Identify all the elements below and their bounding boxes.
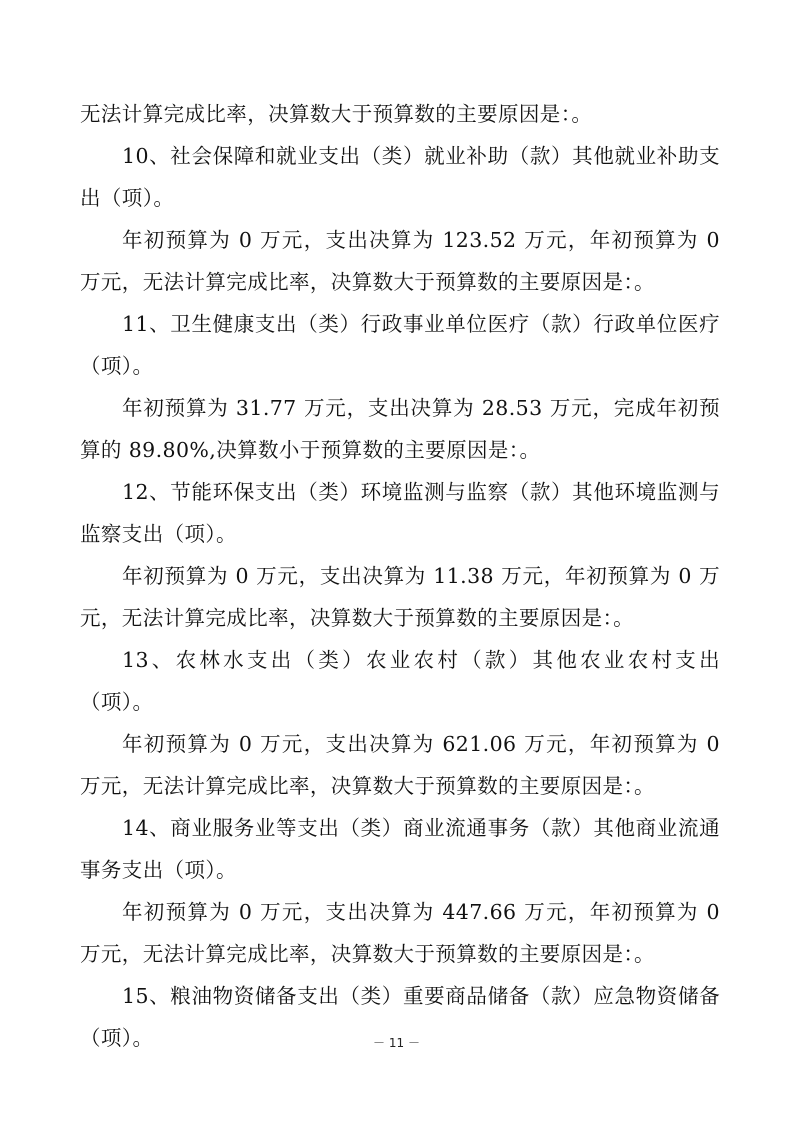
paragraph-continuation: 无法计算完成比率，决算数大于预算数的主要原因是：。 (80, 102, 593, 126)
paragraph-item-10-heading: 10、社会保障和就业支出（类）就业补助（款）其他就业补助支出（项）。 (80, 144, 720, 210)
paragraph-item-10-detail: 年初预算为 0 万元，支出决算为 123.52 万元，年初预算为 0 万元，无法计算完成比率，决算数大于预算数的主要原因是：。 (80, 228, 720, 294)
paragraph-item-15-heading: 15、粮油物资储备支出（类）重要商品储备（款）应急物资储备（项）。 (80, 984, 720, 1050)
paragraph-item-13-detail: 年初预算为 0 万元，支出决算为 621.06 万元，年初预算为 0 万元，无法计算完成比率，决算数大于预算数的主要原因是：。 (80, 732, 720, 798)
paragraph-item-11-detail: 年初预算为 31.77 万元，支出决算为 28.53 万元，完成年初预算的 89.80%,决算数小于预算数的主要原因是：。 (80, 396, 720, 462)
paragraph-item-12-detail: 年初预算为 0 万元，支出决算为 11.38 万元，年初预算为 0 万元，无法计算完成比率，决算数大于预算数的主要原因是：。 (80, 564, 720, 630)
paragraph-item-14-detail: 年初预算为 0 万元，支出决算为 447.66 万元，年初预算为 0 万元，无法计算完成比率，决算数大于预算数的主要原因是：。 (80, 900, 720, 966)
paragraph-item-14-heading: 14、商业服务业等支出（类）商业流通事务（款）其他商业流通事务支出（项）。 (80, 816, 720, 882)
paragraph-item-11-heading: 11、卫生健康支出（类）行政事业单位医疗（款）行政单位医疗（项）。 (80, 312, 720, 378)
page-number: － 11 － (373, 1036, 420, 1050)
document-body (80, 93, 720, 1059)
paragraph-item-12-heading: 12、节能环保支出（类）环境监测与监察（款）其他环境监测与监察支出（项）。 (80, 480, 720, 546)
paragraph-item-13-heading: 13、农林水支出（类）农业农村（款）其他农业农村支出（项）。 (80, 648, 720, 714)
